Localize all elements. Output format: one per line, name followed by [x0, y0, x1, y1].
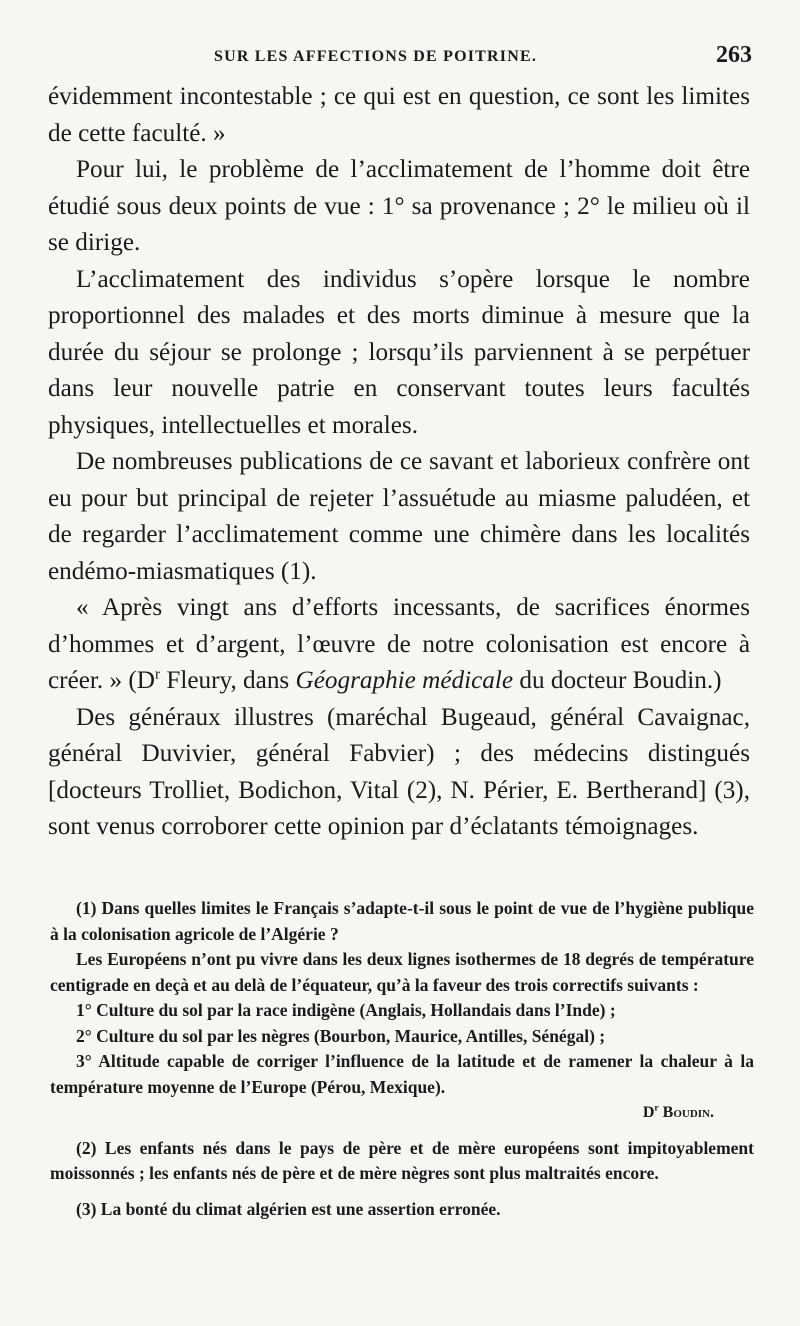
paragraph-4: De nombreuses publications de ce savant et laborieux confrère ont eu pour but principal de rejeter l’assuétude au miasme paludéen, et de regarder l’acclimatement comme une chimère dans les localités endémo-miasmatiques (1).	[48, 448, 750, 585]
body-text	[48, 79, 750, 846]
signature-sup: r	[654, 1102, 659, 1114]
signature-name: Boudin.	[658, 1104, 714, 1121]
paragraph-3: L’acclimatement des individus s’opère lorsque le nombre proportionnel des malades et des morts diminue à mesure que la durée du séjour se prolonge ; lorsqu’ils parviennent à se perpétuer dans leur nouvelle patrie en conservant toutes leurs facultés physiques, intellectuelles et morales.	[48, 265, 750, 439]
signature-prefix: D	[642, 1104, 655, 1121]
paragraph-5-end: du docteur Boudin.)	[513, 667, 722, 694]
footnote-3: (3) La bonté du climat algérien est une assertion erronée.	[76, 1198, 501, 1219]
paragraph-1: évidemment incontestable ; ce qui est en question, ce sont les limites de cette faculté. »	[48, 83, 750, 147]
page-header	[44, 42, 756, 82]
book-title: Géographie médicale	[295, 667, 514, 694]
footnote-1-item-1: 1° Culture du sol par la race indigène (Anglais, Hollandais dans l’Inde) ;	[76, 1000, 616, 1020]
footnote-gap	[50, 1126, 754, 1136]
footnote-gap	[50, 1187, 754, 1197]
footnote-2: (2) Les enfants nés dans le pays de père et de mère européens sont impitoyablement moissonnés ; les enfants nés de père et de mère nègres sont plus maltraités encore.	[50, 1137, 754, 1183]
doctor-abbrev-sup: r	[155, 666, 161, 683]
footnote-1: (1) Dans quelles limites le Français s’adapte-t-il sous le point de vue de l’hygiène publique à la colonisation agricole de l’Algérie ?	[50, 898, 754, 944]
footnote-1-continued: Les Européens n’ont pu vivre dans les deux lignes isothermes de 18 degrés de température centigrade en deçà et au delà de l’équateur, qu’à la faveur des trois correctifs suivants :	[50, 949, 754, 995]
paragraph-5	[48, 590, 750, 700]
footnote-signature	[50, 1100, 754, 1126]
paragraph-2: Pour lui, le problème de l’acclimatement de l’homme doit être étudié sous deux points de vue : 1° sa provenance ; 2° le milieu où il se dirige.	[48, 156, 750, 256]
paragraph-6: Des généraux illustres (maréchal Bugeaud, général Cavaignac, général Duvivier, général Fabvier) ; des médecins distingués [docteurs Trolliet, Bodichon, Vital (2), N. Périer, E. Bertherand] (3), sont venus corroborer cette opinion par d’éclatants témoignages.	[48, 703, 750, 840]
running-head: SUR LES AFFECTIONS DE POITRINE.	[214, 48, 538, 65]
footnote-1-item-2: 2° Culture du sol par les nègres (Bourbon, Maurice, Antilles, Sénégal) ;	[76, 1025, 606, 1046]
footnote-1-item-3: 3° Altitude capable de corriger l’influence de la latitude et de ramener la chaleur à la température moyenne de l’Europe (Pérou, Mexique).	[50, 1051, 754, 1097]
paragraph-5-source: Fleury, dans	[160, 667, 296, 694]
paragraph-5-quote: « Après vingt ans d’efforts incessants, de sacrifices énormes d’hommes et d’argent, l’œuvre de notre colonisation est encore à créer. » (D	[48, 594, 750, 694]
footnotes	[50, 896, 754, 1222]
page-number: 263	[716, 42, 752, 68]
